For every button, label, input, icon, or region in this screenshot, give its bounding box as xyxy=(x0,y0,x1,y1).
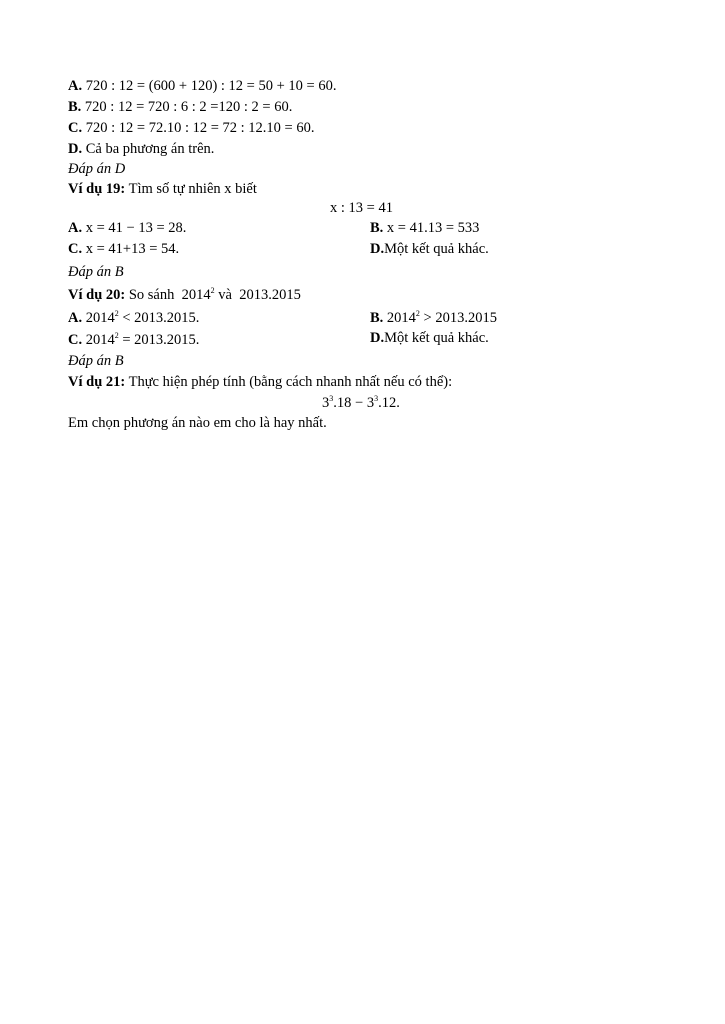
q18-option-d: D. Cả ba phương án trên. xyxy=(68,141,215,157)
q21-expression: $3^3.18 - 3^3.12$. xyxy=(322,394,400,411)
q19-option-d: D.Một kết quả khác. xyxy=(370,241,489,257)
q21-instruction: Em chọn phương án nào em cho là hay nhất. xyxy=(68,415,327,431)
q19-heading: Ví dụ 19: Tìm số tự nhiên x biết xyxy=(68,181,257,197)
q19-option-a: A. x = 41 − 13 = 28. xyxy=(68,220,187,236)
q19-option-c: C. x = 41+13 = 54. xyxy=(68,241,180,257)
q20-option-c: C. $2014^2 = 2013.2015$. xyxy=(68,331,200,348)
q21-heading: Ví dụ 21: Thực hiện phép tính (bằng cách nhanh nhất nếu có thể): xyxy=(68,374,453,390)
q19-answer: Đáp án B xyxy=(68,264,124,280)
q18-option-c: C. 720 : 12 = 72.10 : 12 = 72 : 12.10 = 60. xyxy=(68,120,315,136)
q20-option-a: A. $2014^2 < 2013.2015$. xyxy=(68,309,200,326)
q19-equation: x : 13 = 41 xyxy=(330,200,393,216)
q20-option-d: D.Một kết quả khác. xyxy=(370,330,489,346)
q20-option-b: B. $2014^2 > 2013.2015$ xyxy=(370,309,497,326)
q18-option-a: A. 720 : 12 = (600 + 120) : 12 = 50 + 10 = 60. xyxy=(68,78,337,94)
q19-option-b: B. x = 41.13 = 533 xyxy=(370,220,480,236)
q20-answer: Đáp án B xyxy=(68,353,124,369)
q20-heading: Ví dụ 20: So sánh 2014$^2$ và 2013.2015 xyxy=(68,286,301,303)
q18-answer: Đáp án D xyxy=(68,161,126,177)
q18-option-b: B. 720 : 12 = 720 : 6 : 2 =120 : 2 = 60. xyxy=(68,99,293,115)
